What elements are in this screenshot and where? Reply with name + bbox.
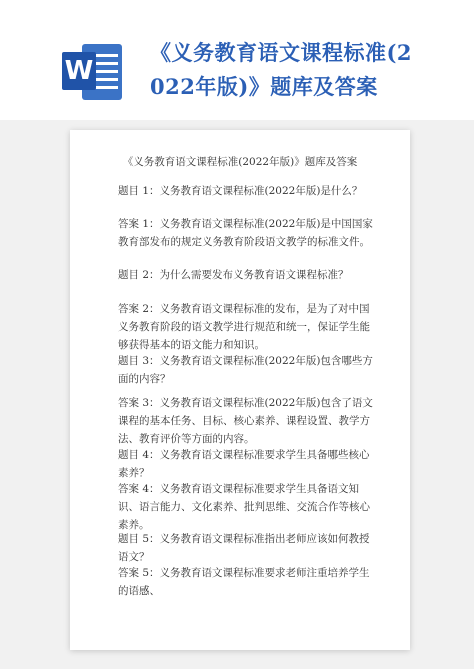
word-letter-badge: W [62, 52, 96, 90]
answer-5: 答案 5：义务教育语文课程标准要求老师注重培养学生的语感、 [118, 567, 370, 597]
page-title-line-1: 《义务教育语文课程标准(2 [150, 40, 413, 65]
page-title-line-2: 022年版)》题库及答案 [150, 74, 378, 99]
page-header [0, 0, 474, 120]
word-doc-icon [60, 40, 126, 104]
question-3: 题目 3：义务教育语文课程标准(2022年版)包含哪些方面的内容？ [118, 355, 373, 385]
question-5: 题目 5：义务教育语文课程标准指出老师应该如何教授语文？ [118, 533, 370, 563]
page-title [150, 36, 460, 104]
document-title: 《义务教育语文课程标准(2022年版)》题库及答案 [122, 156, 358, 168]
document-page [70, 130, 410, 650]
question-1: 题目 1：义务教育语文课程标准(2022年版)是什么？ [118, 185, 363, 197]
answer-4: 答案 4：义务教育语文课程标准要求学生具备语文知识、语言能力、文化素养、批判思维、交流合作等核心素养。 [118, 483, 370, 531]
answer-3: 答案 3：义务教育语文课程标准(2022年版)包含了语文课程的基本任务、目标、核心素养、课程设置、教学方法、教育评价等方面的内容。 [118, 397, 373, 445]
answer-2: 答案 2：义务教育语文课程标准的发布，是为了对中国义务教育阶段的语文教学进行规范和统一，保证学生能够获得基本的语文能力和知识。 [118, 303, 370, 351]
answer-1: 答案 1：义务教育语文课程标准(2022年版)是中国国家教育部发布的规定义务教育阶段语文教学的标准文件。 [118, 218, 373, 248]
question-4: 题目 4：义务教育语文课程标准要求学生具备哪些核心素养？ [118, 449, 370, 479]
question-2: 题目 2：为什么需要发布义务教育语文课程标准？ [118, 269, 349, 281]
